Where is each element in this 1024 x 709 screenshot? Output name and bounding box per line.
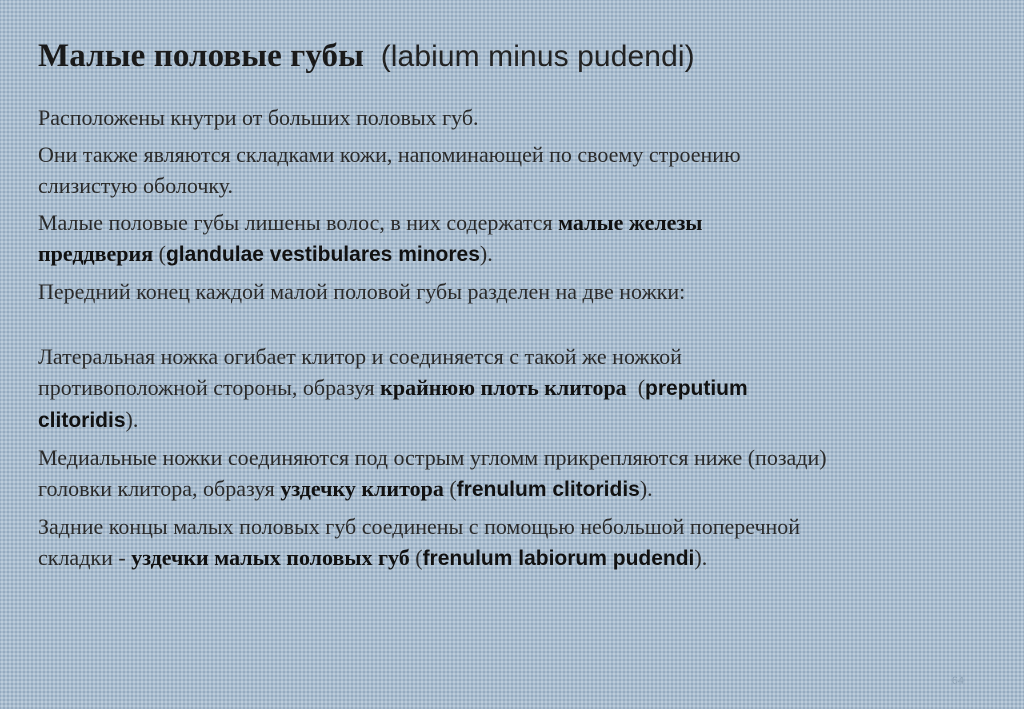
page-number: 64: [951, 675, 964, 687]
paragraph-5-line-2: противоположной стороны, образуя: [38, 375, 381, 400]
slide-body: [38, 102, 998, 580]
paragraph-5: Латеральная ножка огибает клитор и соединяется с такой же ножкой противоположной стороны, образуя крайнюю плоть клитора (preputium clitoridis).: [38, 344, 748, 432]
paragraph-3-text: Малые половые губы лишены волос, в них содержатся: [38, 210, 559, 235]
paragraph-2-line-2: слизистую оболочку.: [38, 173, 234, 198]
paragraph-5-latin-2: clitoridis: [38, 409, 126, 432]
title-latin: (labium minus pudendi): [380, 40, 695, 73]
paragraph-3: Малые половые губы лишены волос, в них содержатся малые железы преддверия (glandulae vestibulares minores).: [38, 210, 703, 266]
paragraph-6-latin: frenulum clitoridis: [456, 478, 640, 501]
title-main: Малые половые губы: [38, 38, 364, 74]
paragraph-7-line-1: Задние концы малых половых губ соединены с помощью небольшой поперечной: [38, 514, 801, 539]
paragraph-7-line-2: складки -: [38, 545, 132, 570]
paragraph-2-line-1: Они также являются складками кожи, напоминающей по своему строению: [38, 142, 741, 167]
paragraph-7: Задние концы малых половых губ соединены с помощью небольшой поперечной складки - уздечки малых половых губ (frenulum labiorum pudendi).: [38, 514, 801, 570]
paragraph-2: [38, 139, 998, 201]
paragraph-6: Медиальные ножки соединяются под острым угломм прикрепляются ниже (позади) головки клитора, образуя уздечку клитора (frenulum clitoridis).: [38, 445, 827, 501]
paragraph-3-term-1: малые железы: [558, 210, 703, 235]
paragraph-4-text: Передний конец каждой малой половой губы разделен на две ножки:: [38, 279, 686, 304]
paragraph-1: [38, 102, 998, 133]
paragraph-6-line-2: головки клитора, образуя: [38, 476, 281, 501]
paragraph-3-latin: glandulae vestibulares minores: [165, 243, 480, 266]
paragraph-7-latin: frenulum labiorum pudendi: [422, 547, 695, 570]
paragraph-5-line-1: Латеральная ножка огибает клитор и соединяется с такой же ножкой: [38, 344, 682, 369]
paragraph-4: [38, 276, 998, 307]
paragraph-5-latin-1: preputium: [645, 377, 748, 400]
slide-title: [38, 38, 695, 75]
paragraph-3-term-2: преддверия: [38, 241, 154, 266]
paragraph-6-term: уздечку клитора: [280, 476, 444, 501]
paragraph-6-line-1: Медиальные ножки соединяются под острым угломм прикрепляются ниже (позади): [38, 445, 827, 470]
paragraph-7-term: уздечки малых половых губ: [131, 545, 410, 570]
paragraph-1-text: Расположены кнутри от больших половых губ.: [38, 105, 479, 130]
paragraph-5-term: крайнюю плоть клитора: [380, 375, 627, 400]
